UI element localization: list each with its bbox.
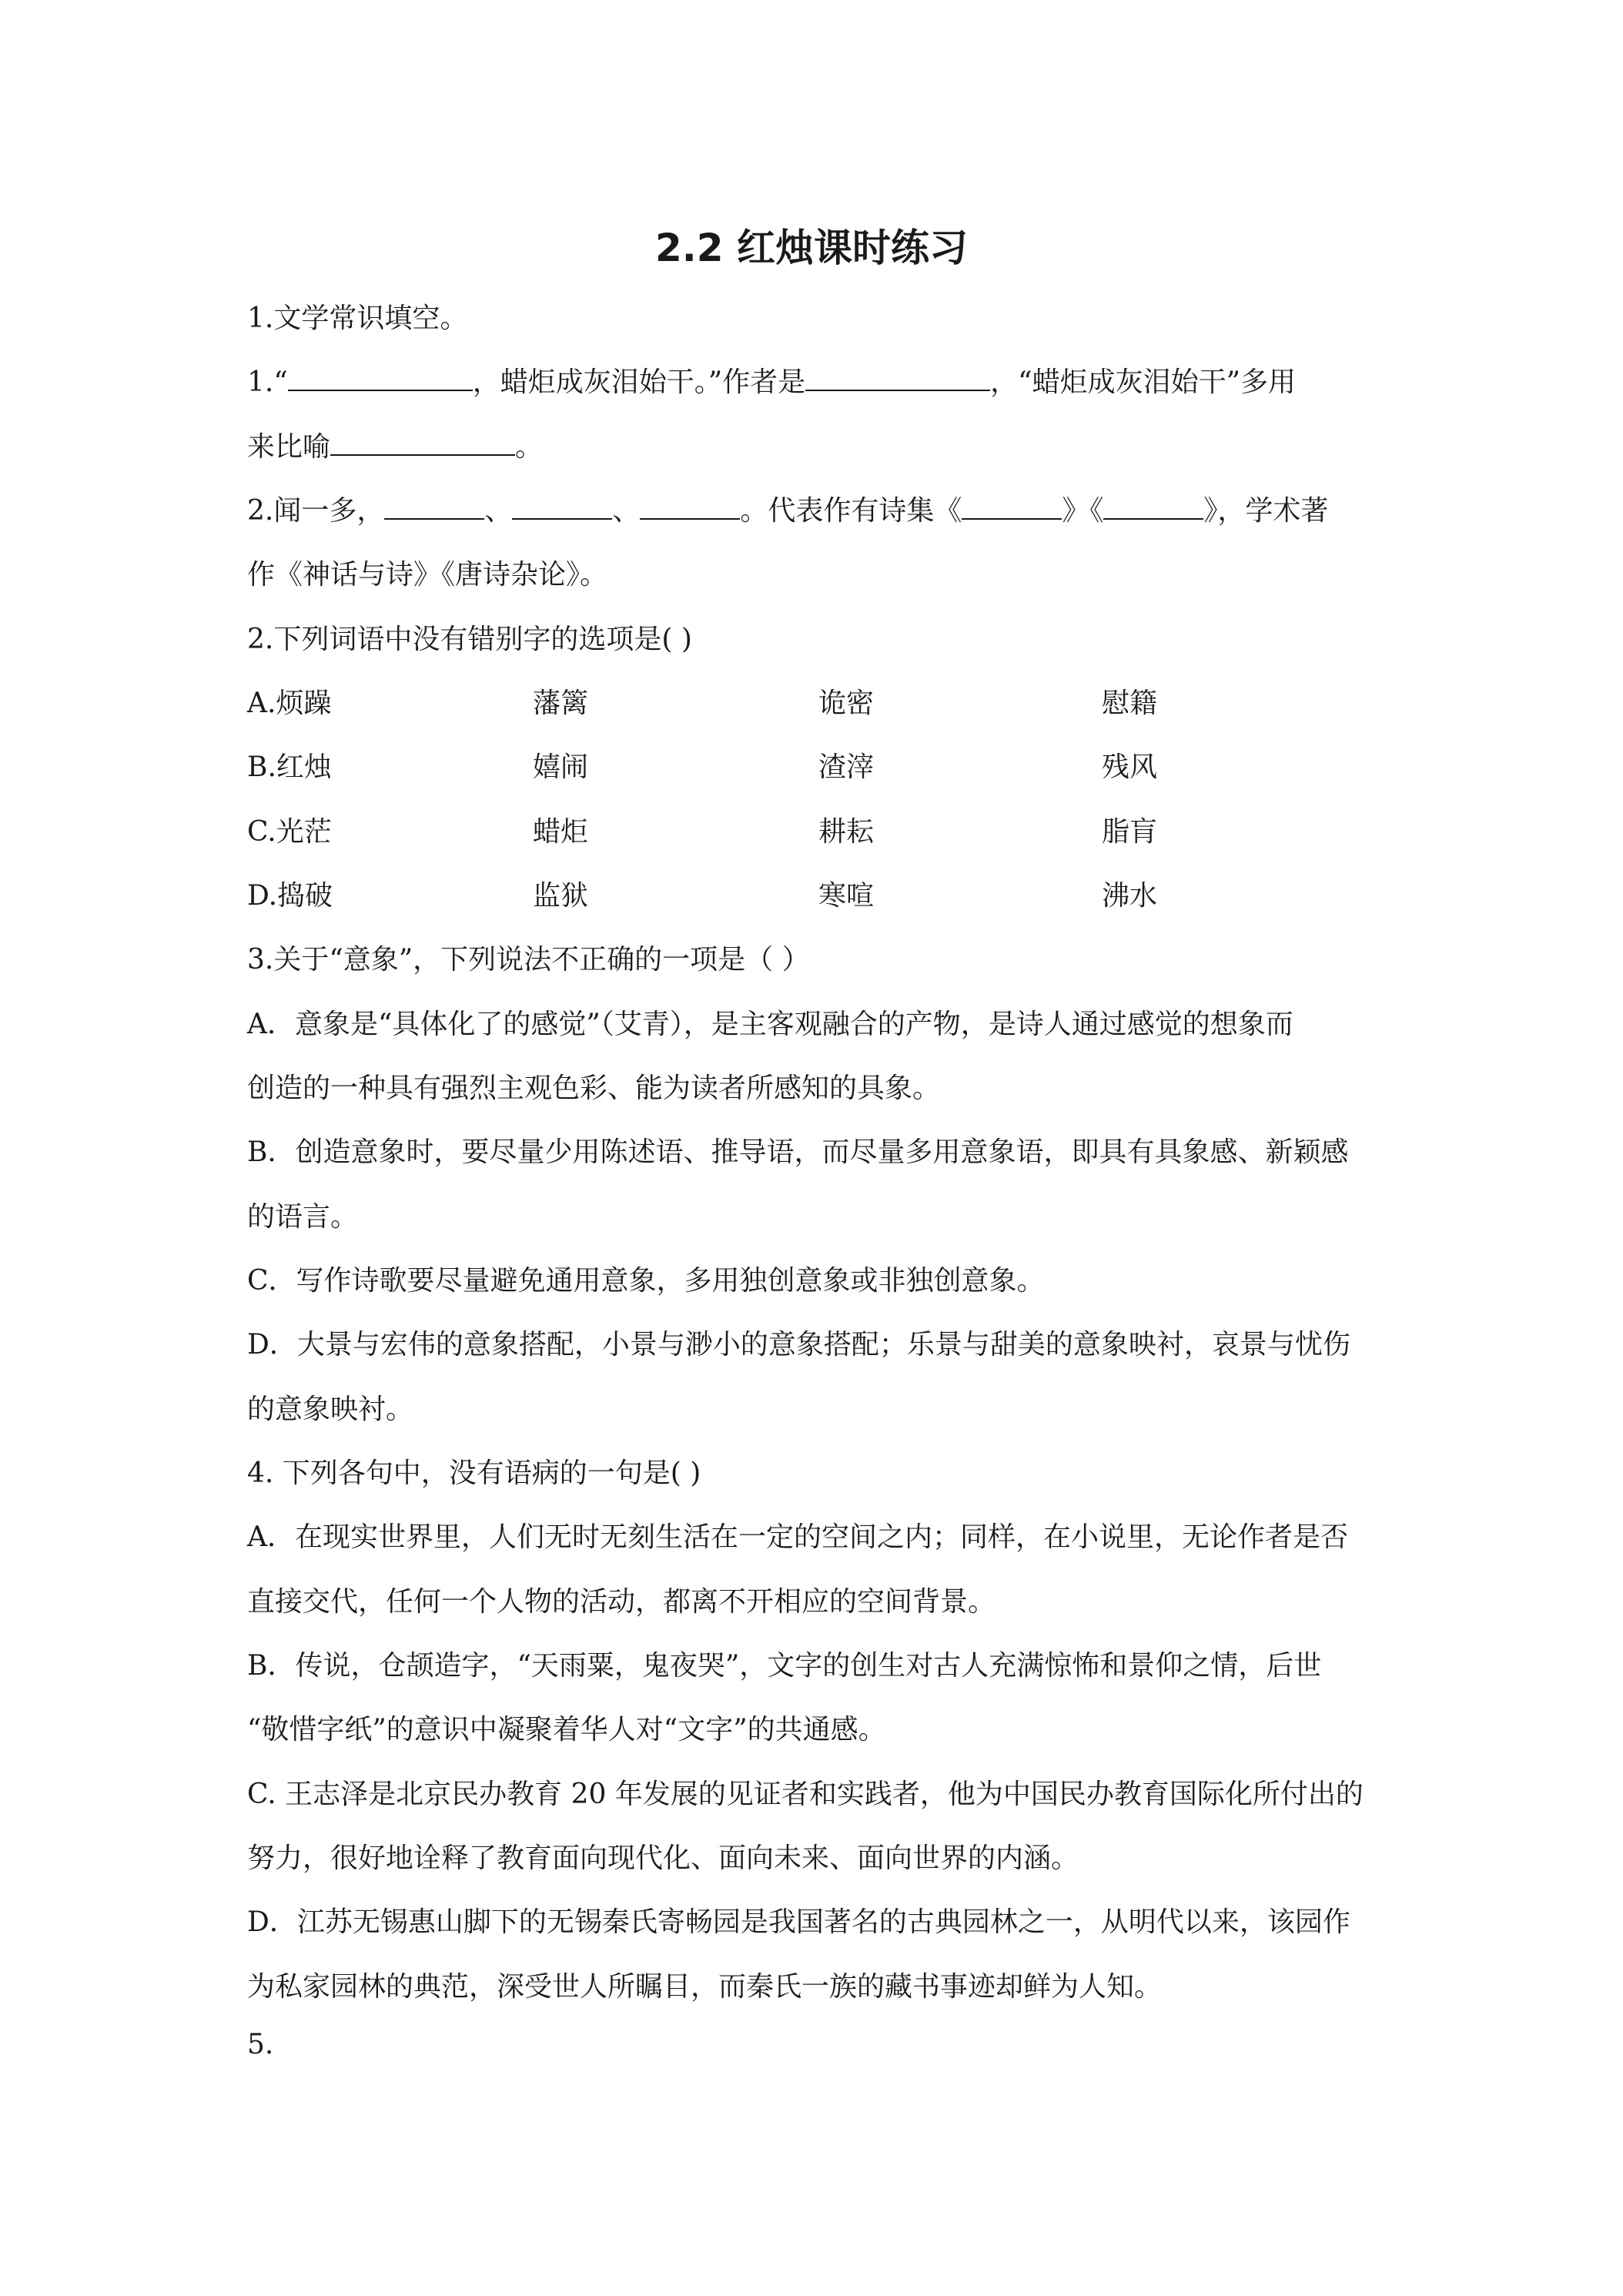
q1-item2-blank-3[interactable] <box>640 494 740 520</box>
q2-option-a-word4: 慰籍 <box>1102 688 1158 719</box>
q2-option-d-word2: 监狱 <box>533 880 589 912</box>
q4-option-b-line2: “敬惜字纸”的意识中凝聚着华人对“文字”的共通感。 <box>247 1714 886 1745</box>
q2-option-a-word3: 诡密 <box>818 688 875 719</box>
q3-option-a-line1[interactable]: A．意象是“具体化了的感觉”（艾青），是主客观融合的产物，是诗人通过感觉的想象而 <box>247 1009 1293 1040</box>
q1-item1-blank-author[interactable] <box>805 365 990 391</box>
q1-item1-open-quote: “ <box>273 366 288 398</box>
q1-item1-line2 <box>247 425 1387 464</box>
q1-item1-line1 <box>247 360 1387 400</box>
q2-option-c-label: C.光茫 <box>247 816 332 848</box>
q2-option-b-word3: 渣滓 <box>818 751 875 783</box>
q4-option-d-line2: 为私家园林的典范，深受世人所瞩目，而秦氏一族的藏书事迹却鲜为人知。 <box>247 1971 1163 2003</box>
q1-item1-text-b: ，“蜡炬成灰泪始干”多用 <box>990 366 1296 398</box>
q3-option-b-line1[interactable]: B．创造意象时，要尽量少用陈述语、推导语，而尽量多用意象语，即具有具象感、新颖感 <box>247 1136 1349 1168</box>
q4-option-c-line2: 努力，很好地诠释了教育面向现代化、面向未来、面向世界的内涵。 <box>247 1842 1079 1874</box>
q1-item2-blank-book-2[interactable] <box>1103 494 1203 520</box>
q4-option-c-line1[interactable]: C. 王志泽是北京民办教育 20 年发展的见证者和实践者，他为中国民办教育国际化所付出的 <box>247 1779 1364 1810</box>
q1-item1-num: 1. <box>247 366 274 398</box>
q1-item1-text-c: 来比喻 <box>247 431 331 463</box>
q1-item2-blank-book-1[interactable] <box>962 494 1062 520</box>
q1-heading: 1.文学常识填空。 <box>247 303 468 334</box>
q1-item1-blank-poem-line[interactable] <box>288 365 473 391</box>
q1-item1-text-a: ，蜡炬成灰泪始干。”作者是 <box>472 366 806 398</box>
q3-heading: 3.关于“意象”，下列说法不正确的一项是（ ） <box>247 944 810 976</box>
q3-option-c-line1[interactable]: C．写作诗歌要尽量避免通用意象，多用独创意象或非独创意象。 <box>247 1265 1045 1297</box>
q1-item2-text-d: 》，学术著 <box>1203 495 1329 527</box>
q2-heading: 2.下列词语中没有错别字的选项是( ) <box>247 624 692 655</box>
q2-option-a-word2: 藩篱 <box>533 688 589 719</box>
q3-option-d-line2: 的意象映衬。 <box>247 1394 414 1425</box>
page-title: 2.2 红烛课时练习 <box>655 226 968 270</box>
q1-item2-sep1: 、 <box>484 495 513 527</box>
q1-item2-text-b: 。代表作有诗集《 <box>740 495 962 527</box>
q1-item2-blank-1[interactable] <box>384 494 484 520</box>
q2-option-c-word3: 耕耘 <box>818 816 875 848</box>
q2-option-b-word4: 残风 <box>1102 751 1158 783</box>
q4-option-d-line1[interactable]: D．江苏无锡惠山脚下的无锡秦氏寄畅园是我国著名的古典园林之一，从明代以来，该园作 <box>247 1906 1350 1938</box>
q2-option-c-word2: 蜡炬 <box>533 816 589 848</box>
q2-option-a-label: A.烦躁 <box>247 688 332 719</box>
q4-heading: 4. 下列各句中，没有语病的一句是( ) <box>247 1458 701 1489</box>
q1-item2-sep2: 、 <box>612 495 641 527</box>
q1-item2-text-c: 》《 <box>1062 495 1104 527</box>
q1-item1-blank-metaphor[interactable] <box>330 430 515 456</box>
q1-item1-text-d: 。 <box>515 431 544 463</box>
q3-option-a-line2: 创造的一种具有强烈主观色彩、能为读者所感知的具象。 <box>247 1073 941 1104</box>
q2-option-c-word4: 脂肓 <box>1102 816 1158 848</box>
q4-option-b-line1[interactable]: B．传说，仓颉造字，“天雨粟，鬼夜哭”，文字的创生对古人充满惊怖和景仰之情，后世 <box>247 1650 1322 1682</box>
q1-item2-text-a: 2.闻一多， <box>247 495 385 527</box>
q1-item2-blank-2[interactable] <box>512 494 612 520</box>
q3-option-b-line2: 的语言。 <box>247 1201 359 1233</box>
q5-heading: 5. <box>247 2029 274 2060</box>
q1-item2-line1 <box>247 489 1387 528</box>
q2-option-d-word3: 寒喧 <box>818 880 875 912</box>
q2-option-d-word4: 沸水 <box>1102 880 1158 912</box>
q4-option-a-line2: 直接交代，任何一个人物的活动，都离不开相应的空间背景。 <box>247 1586 996 1618</box>
q1-item2-line2: 作《神话与诗》《唐诗杂论》。 <box>247 559 608 591</box>
q2-option-b-label: B.红烛 <box>247 751 332 783</box>
q4-option-a-line1[interactable]: A．在现实世界里，人们无时无刻生活在一定的空间之内；同样，在小说里，无论作者是否 <box>247 1521 1348 1553</box>
q2-option-b-word2: 嬉闹 <box>533 751 589 783</box>
q2-option-d-label: D.捣破 <box>247 880 333 912</box>
q3-option-d-line1[interactable]: D．大景与宏伟的意象搭配，小景与渺小的意象搭配；乐景与甜美的意象映衬，哀景与忧伤 <box>247 1329 1350 1361</box>
